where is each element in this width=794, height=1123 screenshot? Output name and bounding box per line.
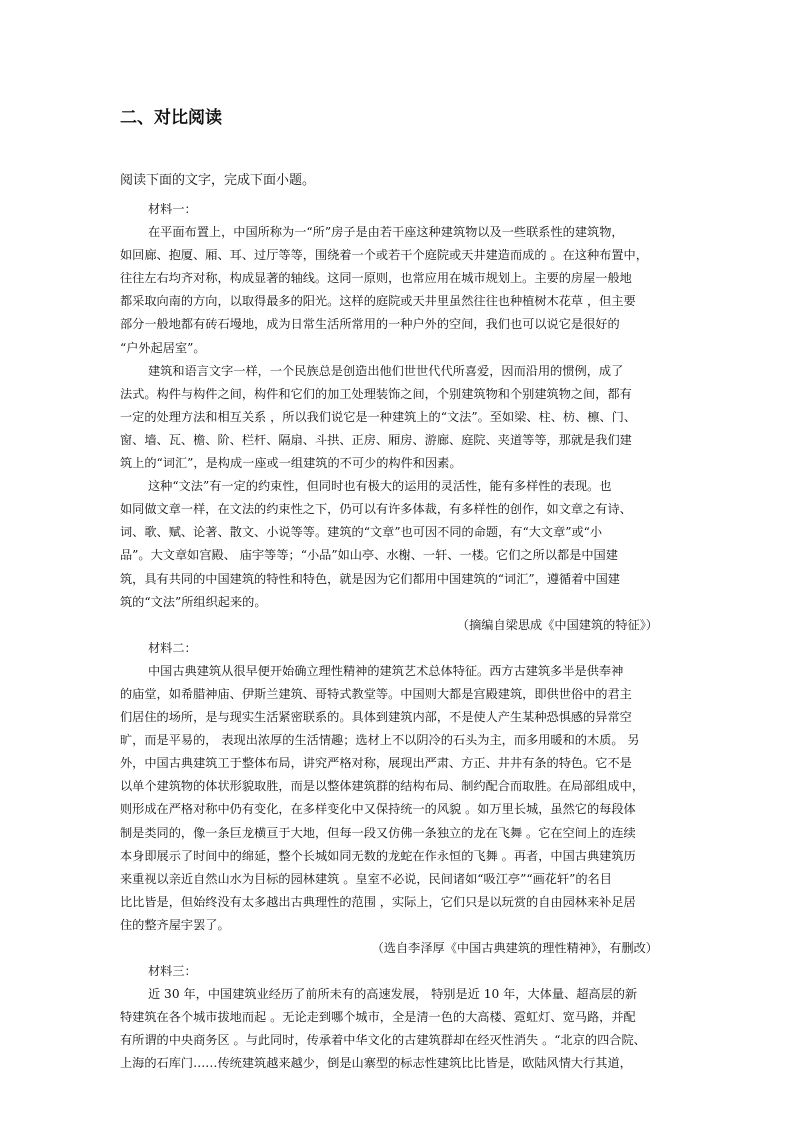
paragraph-line: 部分一般地都有砖石墁地，成为日常生活所常用的一种户外的空间，我们也可以说它是很好的 bbox=[120, 317, 620, 332]
paragraph-line: 上海的石库门……传统建筑越来越少，倒是山寨型的标志性建筑比比皆是，欧陆风情大行其道， bbox=[120, 1056, 632, 1071]
material-label: 材料一： bbox=[148, 202, 197, 216]
paragraph-line: 往往左右均齐对称，构成显著的轴线。这同一原则，也常应用在城市规划上。主要的房屋一般地 bbox=[120, 271, 632, 286]
paragraph-line: 如同做文章一样，在文法的约束性之下，仍可以有许多体裁，有多样性的创作，如文章之有诗、 bbox=[120, 502, 632, 517]
source-citation: （选自李泽厚《中国古典建筑的理性精神》，有删改） bbox=[371, 941, 658, 955]
paragraph-line: 中国古典建筑从很早便开始确立理性精神的建筑艺术总体特征。西方古建筑多半是供奉神 bbox=[148, 663, 624, 678]
paragraph-line: 窗、墙、瓦、檐、阶、栏杆、隔扇、斗拱、正房、厢房、游廊、庭院、夹道等等，那就是我们建 bbox=[120, 432, 632, 447]
paragraph-line: 旷，而是平易的， 表现出浓厚的生活情趣；选材上不以阴冷的石头为主，而多用暖和的木质。 另 bbox=[120, 733, 640, 748]
paragraph-line: 们居住的场所，是与现实生活紧密联系的。具体到建筑内部，不是使人产生某种恐惧感的异常空 bbox=[120, 710, 632, 725]
reading-passages bbox=[120, 198, 680, 1076]
paragraph-line: 筑的“文法”所组织起来的。 bbox=[120, 594, 267, 609]
paragraph-line: 如回廊、抱厦、厢、耳、过厅等等，围绕着一个或若干个庭院或天井建造而成的 。在这种布置中， bbox=[120, 248, 648, 263]
paragraph-line: “户外起居室”。 bbox=[120, 340, 206, 355]
paragraph-line: 法式。构件与构件之间，构件和它们的加工处理装饰之间，个别建筑物和个别建筑物之间，都有 bbox=[120, 386, 632, 401]
material-label: 材料二： bbox=[148, 640, 197, 655]
paragraph-line: 来重视以亲近自然山水为目标的园林建筑 。皇室不必说，民间诸如“吸江亭”“画花轩”的名目 bbox=[120, 871, 612, 886]
paragraph-line: 都采取向南的方向，以取得最多的阳光。这样的庭院或天井里虽然往往也种植树木花草 ，但主要 bbox=[120, 294, 636, 309]
paragraph-line: 建筑和语言文字一样，一个民族总是创造出他们世世代代所喜爱，因而沿用的惯例，成了 bbox=[148, 363, 624, 378]
section-title: 二、对比阅读 bbox=[120, 108, 222, 128]
paragraph-line: 有所谓的中央商务区 。与此同时，传承着中华文化的古建筑群却在经灭性消失 。“北京的四合院、 bbox=[120, 1033, 646, 1048]
paragraph-line: 外，中国古典建筑工于整体布局，讲究严格对称，展现出严肃、方正、井井有条的特色。它不是 bbox=[120, 756, 632, 771]
paragraph-line: 筑上的“词汇”，是构成一座或一组建筑的不可少的构件和因素。 bbox=[120, 456, 462, 471]
paragraph-line: 这种“文法”有一定的约束性，但同时也有极大的运用的灵活性，能有多样性的表现。也 bbox=[148, 479, 612, 494]
paragraph-line: 制是类同的，像一条巨龙横亘于大地，但每一段又仿佛一条独立的龙在飞舞 。它在空间上的连续 bbox=[120, 825, 636, 840]
paragraph-line: 以单个建筑物的体状形貌取胜，而是以整体建筑群的结构布局、制约配合而取胜。在局部组成中， bbox=[120, 779, 645, 794]
paragraph-line: 在平面布置上，中国所称为一“所”房子是由若干座这种建筑物以及一些联系性的建筑物， bbox=[148, 225, 624, 240]
paragraph-line: 筑，具有共同的中国建筑的特性和特色，就是因为它们都用中国建筑的“词汇”，遵循着中国建 bbox=[120, 571, 620, 586]
paragraph-line: 词、歌、赋、论著、散文、小说等等。建筑的“文章”也可因不同的命题，有“大文章”或“小 bbox=[120, 525, 603, 540]
question-instruction: 阅读下面的文字，完成下面小题。 bbox=[120, 173, 316, 188]
paragraph-line: 一定的处理方法和相互关系 ，所以我们说它是一种建筑上的“文法”。至如梁、柱、枋、檩、门、 bbox=[120, 409, 637, 424]
paragraph-line: 住的整齐屋宇罢了。 bbox=[120, 917, 230, 932]
paragraph-line: 则形成在严格对称中仍有变化，在多样变化中又保持统一的风貌 。如万里长城，虽然它的每段体 bbox=[120, 802, 636, 817]
paragraph-line: 的庙堂，如希腊神庙、伊斯兰建筑、哥特式教堂等。中国则大都是宫殿建筑，即供世俗中的君主 bbox=[120, 686, 632, 701]
paragraph-line: 特建筑在各个城市拔地而起 。无论走到哪个城市，全是清一色的大高楼、霓虹灯、宽马路，并配 bbox=[120, 1010, 636, 1025]
material-label: 材料三： bbox=[148, 964, 197, 979]
paragraph-line: 品”。大文章如宫殿、 庙宇等等；“小品”如山亭、水榭、一轩、一楼。它们之所以都是中国建 bbox=[120, 548, 618, 563]
paragraph-line: 比比皆是，但始终没有太多越出古典理性的范围 ，实际上，它们只是以玩赏的自由园林来补足居 bbox=[120, 894, 636, 909]
paragraph-line: 本身即展示了时间中的绵延，整个长城如同无数的龙蛇在作永恒的飞舞 。再者，中国古典建筑历 bbox=[120, 848, 636, 863]
source-citation: （摘编自梁思成《中国建筑的特征》） bbox=[456, 617, 658, 632]
paragraph-line: 近 30 年，中国建筑业经历了前所未有的高速发展， 特别是近 10 年，大体量、超高层的新 bbox=[148, 987, 638, 1002]
